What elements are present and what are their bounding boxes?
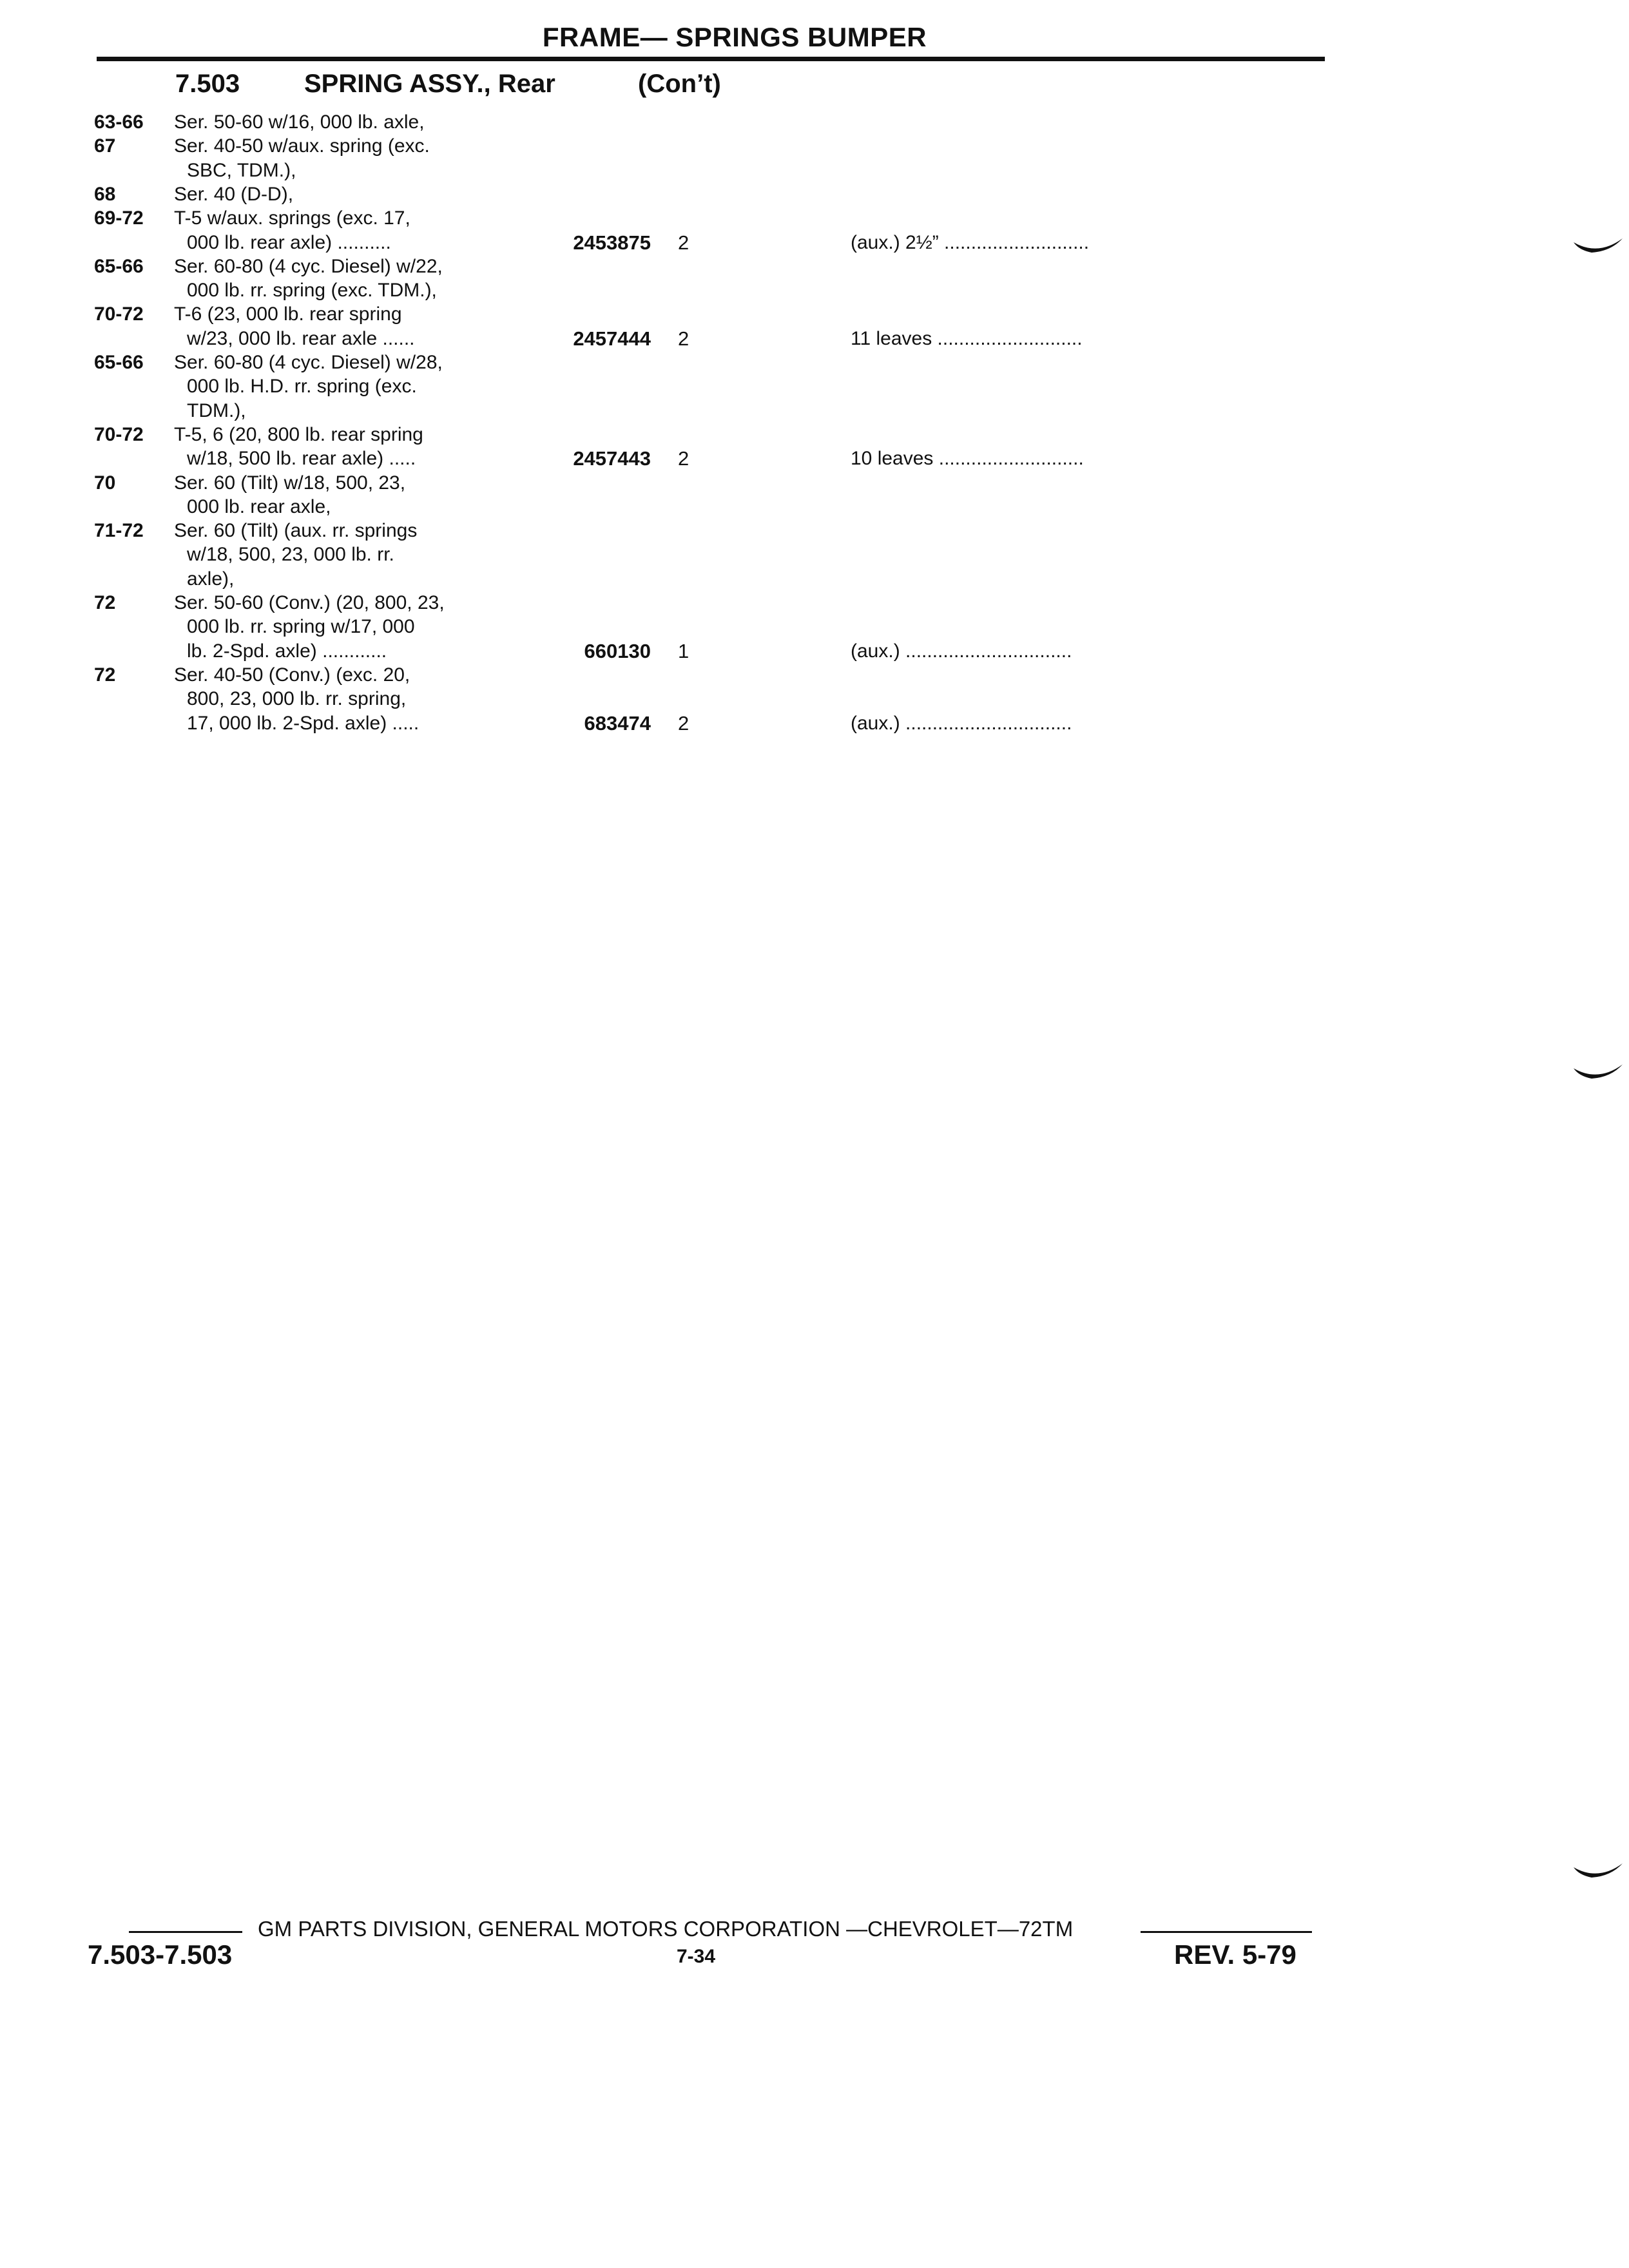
part-number: 2457444 bbox=[573, 327, 651, 350]
entry-description: Ser. 60-80 (4 cyc. Diesel) w/22, bbox=[174, 255, 443, 277]
entry-description: SBC, TDM.), bbox=[187, 159, 296, 181]
entry-description: 800, 23, 000 lb. rr. spring, bbox=[187, 688, 407, 710]
entry-description: 000 lb. rear axle) .......... bbox=[187, 231, 391, 253]
entry-description: Ser. 50-60 w/16, 000 lb. axle, bbox=[174, 111, 425, 133]
entry-description: Ser. 50-60 (Conv.) (20, 800, 23, bbox=[174, 592, 445, 613]
quantity: 2 bbox=[678, 231, 689, 254]
part-number: 683474 bbox=[584, 711, 651, 735]
entry-year: 72 bbox=[94, 664, 116, 686]
section-title: SPRING ASSY., Rear bbox=[304, 70, 555, 98]
entry-description: T-5, 6 (20, 800 lb. rear spring bbox=[174, 423, 423, 445]
remark: 10 leaves ........................... bbox=[851, 448, 1084, 470]
entry-year: 67 bbox=[94, 135, 116, 157]
entry-description: Ser. 40-50 w/aux. spring (exc. bbox=[174, 135, 430, 157]
entry-description: lb. 2-Spd. axle) ............ bbox=[187, 640, 387, 662]
page-title: FRAME— SPRINGS BUMPER bbox=[542, 22, 927, 52]
part-number: 2453875 bbox=[573, 231, 651, 254]
entry-year: 69-72 bbox=[94, 207, 144, 229]
entry-description: w/23, 000 lb. rear axle ...... bbox=[187, 327, 415, 349]
entry-description: T-5 w/aux. springs (exc. 17, bbox=[174, 207, 410, 229]
footer-corporation: GM PARTS DIVISION, GENERAL MOTORS CORPORATION —CHEVROLET—72TM bbox=[258, 1917, 1074, 1941]
binder-hole-mark bbox=[1572, 1862, 1624, 1883]
remark: 11 leaves ........................... bbox=[851, 327, 1083, 349]
entry-description: TDM.), bbox=[187, 399, 246, 421]
binder-hole-mark bbox=[1572, 1063, 1624, 1084]
entry-description: w/18, 500, 23, 000 lb. rr. bbox=[187, 544, 394, 566]
entry-description: Ser. 60-80 (4 cyc. Diesel) w/28, bbox=[174, 352, 443, 373]
entry-description: 000 lb. rear axle, bbox=[187, 495, 331, 517]
footer-range: 7.503-7.503 bbox=[88, 1939, 233, 1970]
entry-description: Ser. 40-50 (Conv.) (exc. 20, bbox=[174, 664, 410, 686]
entry-year: 71-72 bbox=[94, 520, 144, 542]
quantity: 2 bbox=[678, 447, 689, 470]
quantity: 2 bbox=[678, 711, 689, 735]
entry-description: 000 lb. rr. spring w/17, 000 bbox=[187, 616, 415, 638]
footer-revision: REV. 5-79 bbox=[1174, 1939, 1296, 1970]
part-number: 2457443 bbox=[573, 447, 651, 470]
entry-year: 65-66 bbox=[94, 255, 144, 277]
entry-description: w/18, 500 lb. rear axle) ..... bbox=[187, 448, 416, 470]
binder-hole-mark bbox=[1572, 237, 1624, 258]
remark: (aux.) 2½” ........................... bbox=[851, 231, 1090, 253]
footer-page-number: 7-34 bbox=[677, 1946, 716, 1967]
entry-description: Ser. 60 (Tilt) w/18, 500, 23, bbox=[174, 472, 406, 494]
remark: (aux.) ............................... bbox=[851, 640, 1072, 662]
entry-description: T-6 (23, 000 lb. rear spring bbox=[174, 303, 402, 325]
quantity: 2 bbox=[678, 327, 689, 350]
footer-rule-right bbox=[1141, 1931, 1312, 1933]
entry-year: 68 bbox=[94, 183, 116, 205]
entry-year: 70-72 bbox=[94, 303, 144, 325]
entry-year: 70 bbox=[94, 472, 116, 494]
entry-description: axle), bbox=[187, 568, 235, 590]
entry-year: 70-72 bbox=[94, 423, 144, 445]
remark: (aux.) ............................... bbox=[851, 712, 1072, 734]
footer-rule-left bbox=[129, 1931, 242, 1933]
quantity: 1 bbox=[678, 639, 689, 662]
entry-year: 65-66 bbox=[94, 352, 144, 373]
part-number: 660130 bbox=[584, 639, 651, 662]
entry-year: 63-66 bbox=[94, 111, 144, 133]
entry-year: 72 bbox=[94, 592, 116, 613]
section-number: 7.503 bbox=[175, 70, 240, 98]
section-continued: (Con’t) bbox=[638, 70, 721, 98]
entry-description: 17, 000 lb. 2-Spd. axle) ..... bbox=[187, 712, 419, 734]
entry-description: Ser. 60 (Tilt) (aux. rr. springs bbox=[174, 520, 418, 542]
entry-description: 000 lb. rr. spring (exc. TDM.), bbox=[187, 280, 437, 302]
entry-description: Ser. 40 (D-D), bbox=[174, 183, 294, 205]
entry-description: 000 lb. H.D. rr. spring (exc. bbox=[187, 376, 417, 398]
